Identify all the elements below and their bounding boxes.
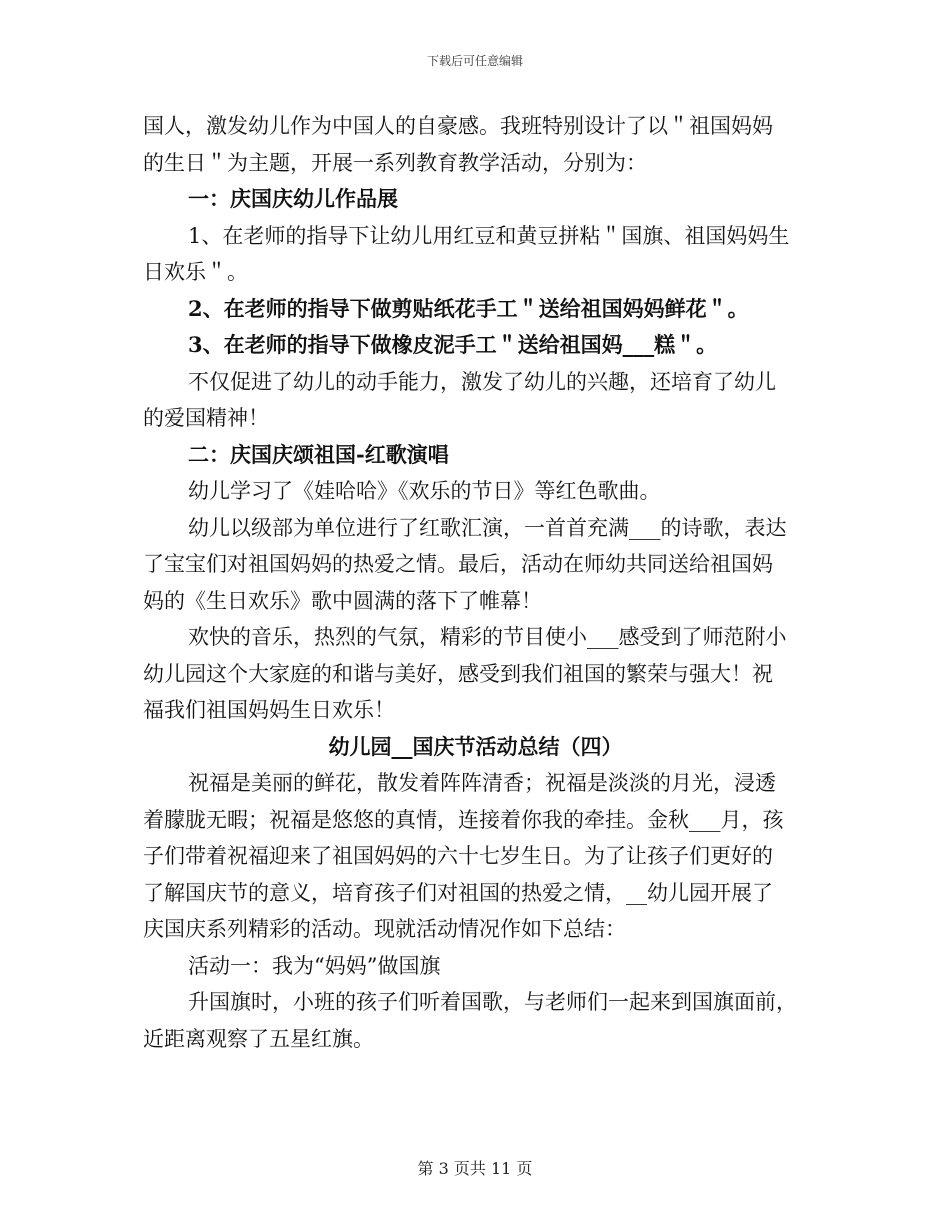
page-header: 下载后可任意编辑: [426, 54, 523, 68]
paragraph-line: 福我们祖国妈妈生日欢乐！: [143, 698, 395, 722]
paragraph-line: 升国旗时，小班的孩子们听着国歌，与老师们一起来到国旗面前，: [188, 990, 797, 1014]
paragraph-line: 子们带着祝福迎来了祖国妈妈的六十七岁生日。为了让孩子们更好的: [143, 844, 773, 868]
paragraph-line: 幼儿以级部为单位进行了红歌汇演，一首首充满___的诗歌，表达: [188, 515, 787, 540]
paragraph-line: 的爱国精神！: [143, 406, 269, 430]
section-heading-line: 2、在老师的指导下做剪贴纸花手工＂送给祖国妈妈鲜花＂。: [188, 295, 749, 321]
paragraph-line: 近距离观察了五星红旗。: [143, 1026, 374, 1051]
section-title: 幼儿园__国庆节活动总结（四）: [328, 733, 623, 759]
paragraph-line: 活动一：我为“妈妈”做国旗: [188, 953, 441, 978]
document-body: [143, 108, 808, 1057]
page-footer: 第 3 页共 11 页: [417, 1159, 533, 1178]
paragraph-line: 庆国庆系列精彩的活动。现就活动情况作如下总结：: [143, 917, 626, 941]
paragraph-line: 了解国庆节的意义，培育孩子们对祖国的热爱之情，__幼儿园开展了: [143, 880, 773, 905]
paragraph-line: 1、在老师的指导下让幼儿用红豆和黄豆拼粘＂国旗、祖国妈妈生: [188, 223, 790, 248]
paragraph-line: 国人，激发幼儿作为中国人的自豪感。我班特别设计了以＂祖国妈妈: [143, 114, 773, 138]
paragraph-line: 欢快的音乐，热烈的气氛，精彩的节目使小___感受到了师范附小: [188, 625, 787, 649]
paragraph-line: 不仅促进了幼儿的动手能力，激发了幼儿的兴趣，还培育了幼儿: [188, 369, 776, 394]
paragraph-line: 祝福是美丽的鲜花，散发着阵阵清香；祝福是淡淡的月光，浸透: [188, 771, 776, 795]
paragraph-line: 了宝宝们对祖国妈妈的热爱之情。最后，活动在师幼共同送给祖国妈: [143, 552, 773, 576]
paragraph-line: 的生日＂为主题，开展一系列教育教学活动，分别为：: [143, 150, 647, 175]
paragraph-line: 着朦胧无暇；祝福是悠悠的真情，连接着你我的牵挂。金秋___月，孩: [143, 807, 784, 832]
section-heading-line: 二：庆国庆颂祖国-红歌演唱: [188, 441, 449, 467]
section-heading-line: 3、在老师的指导下做橡皮泥手工＂送给祖国妈___糕＂。: [188, 332, 718, 357]
paragraph-line: 妈的《生日欢乐》歌中圆满的落下了帷幕！: [143, 588, 542, 613]
paragraph-line: 幼儿园这个大家庭的和谐与美好，感受到我们祖国的繁荣与强大！祝: [143, 661, 773, 686]
section-heading-line: 一：庆国庆幼儿作品展: [188, 186, 398, 211]
paragraph-line: 幼儿学习了《娃哈哈》《欢乐的节日》等红色歌曲。: [188, 479, 661, 503]
paragraph-line: 日欢乐＂。: [143, 260, 248, 284]
